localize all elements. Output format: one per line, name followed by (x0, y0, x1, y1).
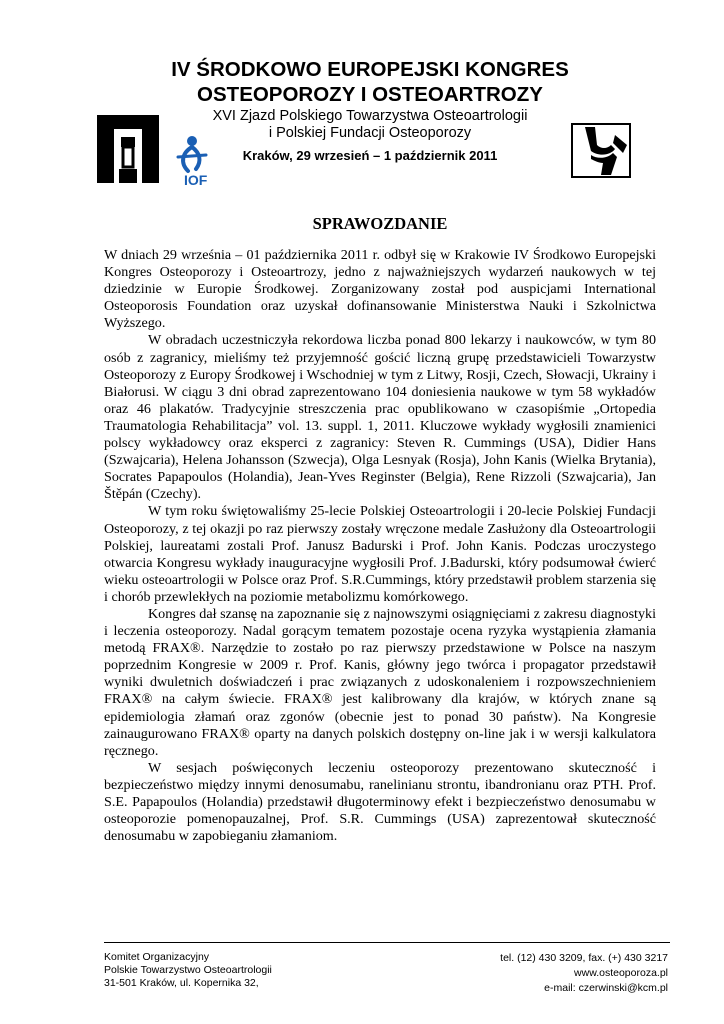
congress-title-line-1: IV ŚRODKOWO EUROPEJSKI KONGRES (171, 58, 569, 81)
congress-date: Kraków, 29 wrzesień – 1 październik 2011 (242, 148, 498, 163)
footer-divider (104, 942, 670, 943)
footer-website-link[interactable]: www.osteoporoza.pl (574, 967, 668, 979)
body-paragraph: Kongres dał szansę na zapoznanie się z najnowszymi osiągnięciami z zakresu diagnostyki i leczenia osteoporozy. Nadal gorącym tematem pozostaje ocena ryzyka wystąpienia złamania metodą FRAX®. Narzędzie to zostało po raz pierwszy przedstawione w Polsce na naszym poprzednim Kongresie w 2009 r. Prof. Kanis, główny jego twórca i propagator przedstawił wyniki dwuletnich doświadczeń i prac związanych z udoskonaleniem i rozpowszechnieniem FRAX® na całym świecie. FRAX® jest kalibrowany dla krajów, w których znane są epidemiologia złamań oraz zgonów (obecnie jest to ponad 30 państw). Na Kongresie zainaugurowano FRAX® oparty na danych polskich dostępny on-line jak i w wersji kalkulatora ręcznego. (104, 605, 656, 759)
footer-org-address: 31-501 Kraków, ul. Kopernika 32, (104, 977, 259, 989)
congress-subtitle-line-1: XVI Zjazd Polskiego Towarzystwa Osteoartrologii (212, 108, 528, 124)
iof-logo-label: IOF (184, 172, 208, 187)
report-body (104, 247, 656, 845)
knee-joint-logo-icon (571, 123, 631, 178)
body-paragraph: W sesjach poświęconych leczeniu osteoporozy prezentowano skuteczność i bezpieczeństwo między innymi denosumabu, ranelinianu strontu, ibandronianu oraz PTH. Prof. S.E. Papapoulos (Holandia) przedstawił długoterminowy efekt i bezpieczeństwo denosumabu w osteoporozie pomenopauzalnej, Prof. S.R. Cummings (USA) zaprezentował skuteczność denosumabu w zapobieganiu złamaniom. (104, 759, 656, 845)
body-paragraph: W dniach 29 września – 01 października 2011 r. odbył się w Krakowie IV Środkowo Europejski Kongres Osteoporozy i Osteoartrozy, jedno z najważniejszych wydarzeń naukowych w tej dziedzinie w Europie Środkowej. Zorganizowany został pod auspicjami International Osteoporosis Foundation oraz uzyskał dofinansowanie Ministerstwa Nauki i Szkolnictwa Wyższego. (104, 247, 656, 332)
footer-org-name: Komitet Organizacyjny (104, 951, 210, 963)
iof-logo-icon (168, 133, 222, 187)
footer-phone: tel. (12) 430 3209, fax. (+) 430 3217 (500, 952, 668, 964)
body-paragraph: W obradach uczestniczyła rekordowa liczba ponad 800 lekarzy i naukowców, w tym 80 osób z zagranicy, mieliśmy też przyjemność gościć liczną grupę przedstawicieli Towarzystw Osteoporozy z Europy Środkowej i Wschodniej w tym z Litwy, Rosji, Czech, Słowacji, Ukrainy i Białorusi. W ciągu 3 dni obrad zaprezentowano 104 doniesienia naukowe w tym 58 wykładów oraz 46 plakatów. Tradycyjnie streszczenia prac opublikowano w czasopiśmie „Ortopedia Traumatologia Rehabilitacja” vol. 13. suppl. 1, 2011. Kluczowe wykłady wygłosili znamienici polscy wykładowcy oraz eksperci z zagranicy: Steven R. Cummings (USA), Didier Hans (Szwajcaria), Helena Johansson (Szwecja), Olga Lesnyak (Rosja), John Kanis (Wielka Brytania), Socrates Papapoulos (Holandia), Jean-Yves Reginster (Belgia), Rene Rizzoli (Szwajcaria), Jan Štěpán (Czechy). (104, 332, 656, 503)
congress-title-line-2: OSTEOPOROZY I OSTEOARTROZY (197, 83, 543, 106)
footer-contact (500, 951, 668, 996)
footer-email-link[interactable]: e-mail: czerwinski@kcm.pl (544, 982, 668, 994)
body-paragraph: W tym roku świętowaliśmy 25-lecie Polskiej Osteoartrologii i 20-lecie Polskiej Fundacji Osteoporozy, z tej okazji po raz pierwszy zostały wręczone medale Zasłużony dla Osteoartrologii Polskiej, laureatami zostali Prof. Janusz Badurski i Prof. John Kanis. Podczas uroczystego otwarcia Kongresu wykłady inauguracyjne wygłosili Prof. J.Badurski, który podsumował ćwierć wieku osteoartrologii w Polsce oraz Prof. S.R.Cummings, który przedstawił problem starzenia się i chorób przewlekłych na poziomie metabolizmu komórkowego. (104, 503, 656, 605)
congress-title (100, 57, 640, 107)
footer-organizer (104, 951, 272, 990)
report-title: SPRAWOZDANIE (312, 214, 448, 233)
footer-org-society: Polskie Towarzystwo Osteoartrologii (104, 964, 272, 976)
society-logo-icon (97, 115, 159, 183)
congress-subtitle-line-2: i Polskiej Fundacji Osteoporozy (268, 125, 472, 141)
